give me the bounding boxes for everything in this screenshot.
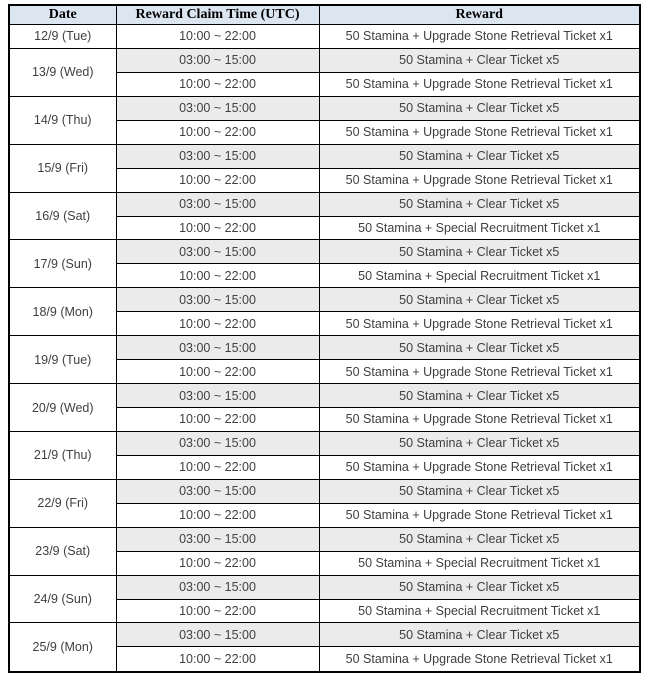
claim-time-cell: 10:00 ~ 22:00	[116, 25, 319, 49]
reward-cell: 50 Stamina + Clear Ticket x5	[319, 144, 640, 168]
header-reward: Reward	[319, 5, 640, 25]
claim-time-cell: 03:00 ~ 15:00	[116, 96, 319, 120]
table-row	[9, 431, 640, 455]
reward-cell: 50 Stamina + Upgrade Stone Retrieval Ticket x1	[319, 360, 640, 384]
reward-cell: 50 Stamina + Clear Ticket x5	[319, 48, 640, 72]
reward-cell: 50 Stamina + Upgrade Stone Retrieval Ticket x1	[319, 503, 640, 527]
table-row	[9, 575, 640, 599]
table-row	[9, 25, 640, 49]
claim-time-cell: 03:00 ~ 15:00	[116, 384, 319, 408]
claim-time-cell: 03:00 ~ 15:00	[116, 336, 319, 360]
claim-time-cell: 03:00 ~ 15:00	[116, 575, 319, 599]
reward-cell: 50 Stamina + Upgrade Stone Retrieval Ticket x1	[319, 312, 640, 336]
table-row	[9, 336, 640, 360]
reward-cell: 50 Stamina + Upgrade Stone Retrieval Ticket x1	[319, 647, 640, 672]
date-cell: 20/9 (Wed)	[9, 384, 116, 432]
table-header	[9, 5, 640, 25]
table-body	[9, 25, 640, 673]
reward-schedule	[8, 4, 641, 673]
claim-time-cell: 10:00 ~ 22:00	[116, 360, 319, 384]
date-cell: 12/9 (Tue)	[9, 25, 116, 49]
reward-cell: 50 Stamina + Clear Ticket x5	[319, 192, 640, 216]
reward-cell: 50 Stamina + Upgrade Stone Retrieval Ticket x1	[319, 455, 640, 479]
reward-cell: 50 Stamina + Upgrade Stone Retrieval Ticket x1	[319, 168, 640, 192]
claim-time-cell: 03:00 ~ 15:00	[116, 192, 319, 216]
reward-cell: 50 Stamina + Clear Ticket x5	[319, 431, 640, 455]
reward-cell: 50 Stamina + Special Recruitment Ticket x1	[319, 599, 640, 623]
claim-time-cell: 03:00 ~ 15:00	[116, 527, 319, 551]
reward-cell: 50 Stamina + Special Recruitment Ticket x1	[319, 216, 640, 240]
reward-cell: 50 Stamina + Upgrade Stone Retrieval Ticket x1	[319, 72, 640, 96]
date-cell: 18/9 (Mon)	[9, 288, 116, 336]
claim-time-cell: 03:00 ~ 15:00	[116, 48, 319, 72]
claim-time-cell: 03:00 ~ 15:00	[116, 240, 319, 264]
claim-time-cell: 10:00 ~ 22:00	[116, 168, 319, 192]
reward-cell: 50 Stamina + Clear Ticket x5	[319, 240, 640, 264]
reward-cell: 50 Stamina + Clear Ticket x5	[319, 623, 640, 647]
date-cell: 22/9 (Fri)	[9, 479, 116, 527]
claim-time-cell: 10:00 ~ 22:00	[116, 455, 319, 479]
reward-schedule-table	[8, 4, 641, 673]
claim-time-cell: 10:00 ~ 22:00	[116, 503, 319, 527]
table-row	[9, 288, 640, 312]
claim-time-cell: 10:00 ~ 22:00	[116, 599, 319, 623]
claim-time-cell: 10:00 ~ 22:00	[116, 551, 319, 575]
claim-time-cell: 03:00 ~ 15:00	[116, 288, 319, 312]
claim-time-cell: 10:00 ~ 22:00	[116, 312, 319, 336]
date-cell: 23/9 (Sat)	[9, 527, 116, 575]
date-cell: 17/9 (Sun)	[9, 240, 116, 288]
reward-cell: 50 Stamina + Upgrade Stone Retrieval Ticket x1	[319, 120, 640, 144]
date-cell: 14/9 (Thu)	[9, 96, 116, 144]
reward-cell: 50 Stamina + Clear Ticket x5	[319, 479, 640, 503]
reward-cell: 50 Stamina + Clear Ticket x5	[319, 96, 640, 120]
claim-time-cell: 10:00 ~ 22:00	[116, 120, 319, 144]
table-row	[9, 623, 640, 647]
table-row	[9, 144, 640, 168]
date-cell: 25/9 (Mon)	[9, 623, 116, 672]
header-row	[9, 5, 640, 25]
table-row	[9, 479, 640, 503]
table-row	[9, 384, 640, 408]
date-cell: 21/9 (Thu)	[9, 431, 116, 479]
reward-cell: 50 Stamina + Clear Ticket x5	[319, 527, 640, 551]
claim-time-cell: 10:00 ~ 22:00	[116, 264, 319, 288]
reward-cell: 50 Stamina + Clear Ticket x5	[319, 336, 640, 360]
date-cell: 15/9 (Fri)	[9, 144, 116, 192]
date-cell: 19/9 (Tue)	[9, 336, 116, 384]
table-row	[9, 192, 640, 216]
claim-time-cell: 03:00 ~ 15:00	[116, 431, 319, 455]
date-cell: 13/9 (Wed)	[9, 48, 116, 96]
header-claim-time: Reward Claim Time (UTC)	[116, 5, 319, 25]
header-date: Date	[9, 5, 116, 25]
table-row	[9, 48, 640, 72]
claim-time-cell: 03:00 ~ 15:00	[116, 623, 319, 647]
date-cell: 24/9 (Sun)	[9, 575, 116, 623]
date-cell: 16/9 (Sat)	[9, 192, 116, 240]
table-row	[9, 96, 640, 120]
reward-cell: 50 Stamina + Upgrade Stone Retrieval Ticket x1	[319, 25, 640, 49]
claim-time-cell: 10:00 ~ 22:00	[116, 216, 319, 240]
table-row	[9, 527, 640, 551]
reward-cell: 50 Stamina + Upgrade Stone Retrieval Ticket x1	[319, 408, 640, 432]
reward-cell: 50 Stamina + Clear Ticket x5	[319, 575, 640, 599]
reward-cell: 50 Stamina + Special Recruitment Ticket x1	[319, 264, 640, 288]
table-row	[9, 240, 640, 264]
claim-time-cell: 03:00 ~ 15:00	[116, 479, 319, 503]
claim-time-cell: 10:00 ~ 22:00	[116, 408, 319, 432]
reward-cell: 50 Stamina + Clear Ticket x5	[319, 384, 640, 408]
claim-time-cell: 03:00 ~ 15:00	[116, 144, 319, 168]
claim-time-cell: 10:00 ~ 22:00	[116, 72, 319, 96]
claim-time-cell: 10:00 ~ 22:00	[116, 647, 319, 672]
reward-cell: 50 Stamina + Special Recruitment Ticket x1	[319, 551, 640, 575]
reward-cell: 50 Stamina + Clear Ticket x5	[319, 288, 640, 312]
